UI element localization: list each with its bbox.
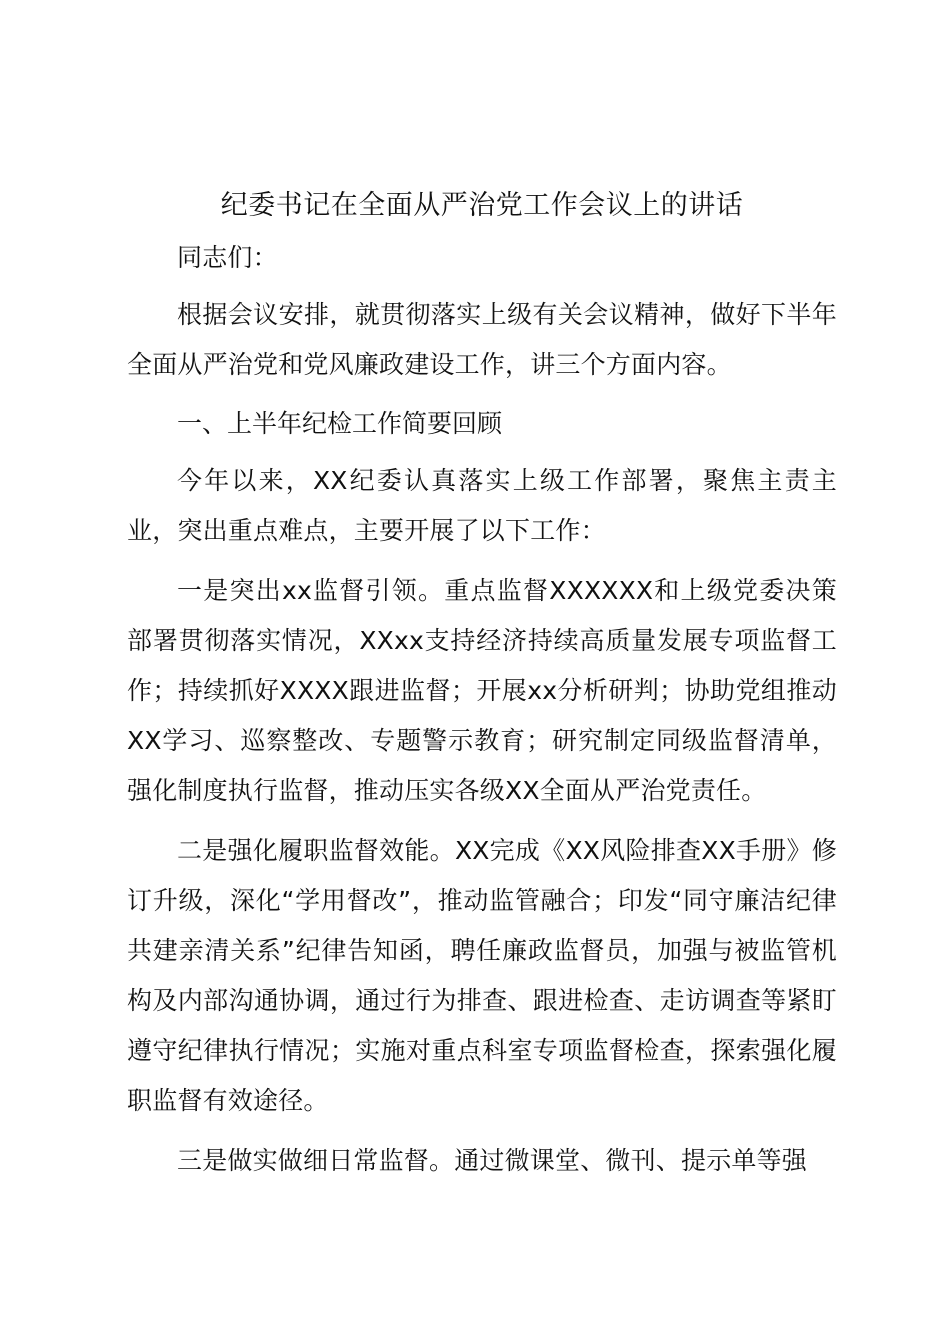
salutation: 同志们： — [177, 243, 278, 272]
document-title: 纪委书记在全面从严治党工作会议上的讲话 — [220, 190, 744, 221]
document-body — [127, 184, 837, 1186]
paragraph-overview: 今年以来，XX纪委认真落实上级工作部署，聚焦主责主业，突出重点难点，主要开展了以下工作： — [127, 466, 837, 545]
paragraph-point-2: 二是强化履职监督效能。XX完成《XX风险排查XX手册》修订升级，深化“学用督改”，推动监管融合；印发“同守廉洁纪律共建亲清关系”纪律告知函，聘任廉政监督员，加强与被监管机构及内部沟通协调，通过行为排查、跟进检查、走访调查等紧盯遵守纪律执行情况；实施对重点科室专项监督检查，探索强化履职监督有效途径。 — [127, 836, 837, 1115]
paragraph-point-1: 一是突出xx监督引领。重点监督XXXXXX和上级党委决策部署贯彻落实情况，XXxx支持经济持续高质量发展专项监督工作；持续抓好XXXX跟进监督；开展xx分析研判；协助党组推动XX学习、巡察整改、专题警示教育；研究制定同级监督清单，强化制度执行监督，推动压实各级XX全面从严治党责任。 — [127, 576, 837, 805]
paragraph-point-3: 三是做实做细日常监督。通过微课堂、微刊、提示单等强 — [177, 1146, 808, 1175]
section-heading-1: 一、上半年纪检工作简要回顾 — [177, 409, 503, 438]
intro-paragraph: 根据会议安排，就贯彻落实上级有关会议精神，做好下半年全面从严治党和党风廉政建设工作，讲三个方面内容。 — [127, 300, 837, 379]
